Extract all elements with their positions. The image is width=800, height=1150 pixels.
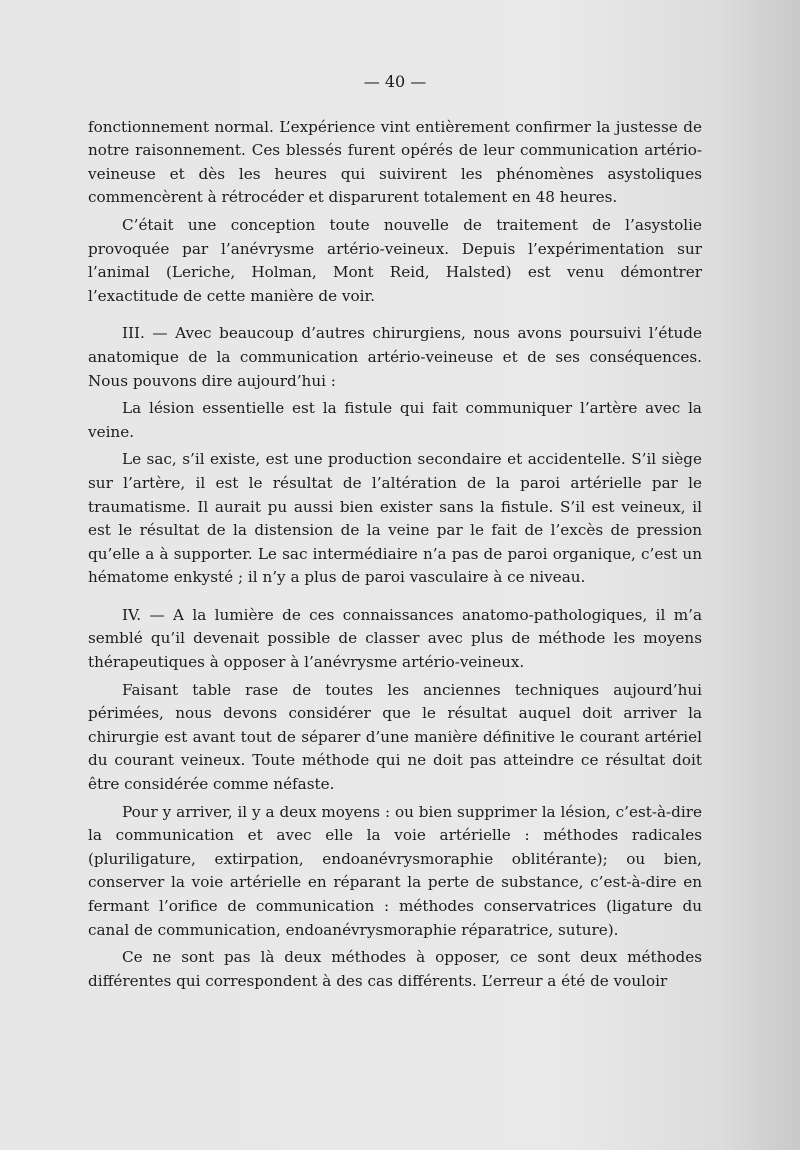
paragraph-8: Pour y arriver, il y a deux moyens : ou bien supprimer la lésion, c’est-à-dire la communication et avec elle la voie artérielle : méthodes radicales (pluriligature, extirpation, endoanévrysmoraphie oblitérante); ou bien, conserver la voie artérielle en réparant la perte de substance, c’est-à-dire en fermant l’orifice de communication : méthodes conservatrices (ligature du canal de communication, endoanévrysmoraphie réparatrice, suture). — [88, 802, 702, 939]
paragraph-5: Le sac, s’il existe, est une production secondaire et accidentelle. S’il siège sur l’artère, il est le résultat de l’altération de la paroi artérielle par le traumatisme. Il aurait pu aussi bien exister sans la fistule. S’il est veineux, il est le résultat de la distension de la veine par le fait de l’excès de pression qu’elle a à supporter. Le sac intermédiaire n’a pas de paroi organique, c’est un hématome enkysté ; il n’y a plus de paroi vasculaire à ce niveau. — [88, 450, 702, 587]
paragraph-4: La lésion essentielle est la fistule qui fait communiquer l’artère avec la veine. — [88, 399, 702, 441]
paragraph-2: C’était une conception toute nouvelle de traitement de l’asystolie provoquée par l’anévrysme artério-veineux. Depuis l’expérimentation sur l’animal (Leriche, Holman, Mont Reid, Halsted) est venu démontrer l’exactitude de cette manière de voir. — [88, 215, 702, 305]
paragraph-3: III. — Avec beaucoup d’autres chirurgiens, nous avons poursuivi l’étude anatomique de la communication artério-veineuse et de ses conséquences. Nous pouvons dire aujourd’hui : — [88, 324, 702, 390]
page-number: — 40 — — [363, 72, 427, 91]
paragraph-7: Faisant table rase de toutes les anciennes techniques aujourd’hui périmées, nous devons considérer que le résultat auquel doit arriver la chirurgie est avant tout de séparer d’une manière définitive le courant artériel du courant veineux. Toute méthode qui ne doit pas atteindre ce résultat doit être considérée comme néfaste. — [88, 680, 702, 794]
document-page — [88, 70, 702, 993]
paragraph-9: Ce ne sont pas là deux méthodes à opposer, ce sont deux méthodes différentes qui correspondent à des cas différents. L’erreur a été de vouloir — [88, 948, 702, 990]
paragraph-6: IV. — A la lumière de ces connaissances anatomo-pathologiques, il m’a semblé qu’il devenait possible de classer avec plus de méthode les moyens thérapeutiques à opposer à l’anévrysme artério-veineux. — [88, 605, 702, 672]
paragraph-1: fonctionnement normal. L’expérience vint entièrement confirmer la justesse de notre raisonnement. Ces blessés furent opérés de leur communication artério-veineuse et dès les heures qui suivirent les phénomènes asystoliques commencèrent à rétrocéder et disparurent totalement en 48 heures. — [88, 117, 702, 207]
